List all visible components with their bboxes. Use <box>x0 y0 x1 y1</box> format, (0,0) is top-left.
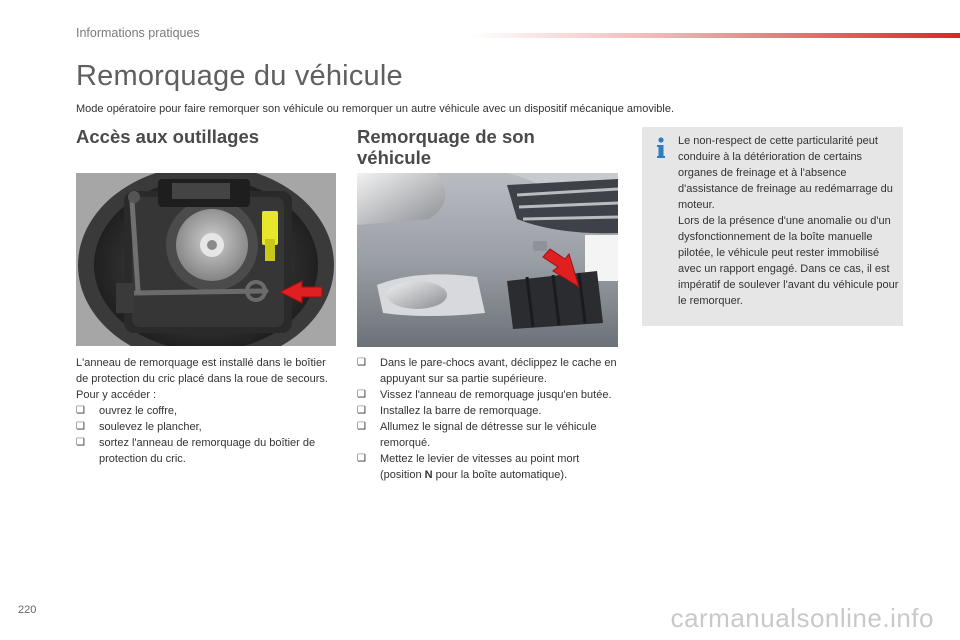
tool-access-paragraph: L'anneau de remorquage est installé dans le boîtier de protection du cric placé dans la roue de secours. <box>76 357 328 385</box>
watermark: carmanualsonline.info <box>670 603 934 633</box>
checkbox-bullet-icon: ❑ <box>357 453 366 464</box>
page-number: 220 <box>18 604 37 616</box>
spare-wheel-illustration <box>76 173 336 346</box>
info-text <box>678 133 900 309</box>
tool-access-steps <box>76 403 336 467</box>
heading-tool-access: Accès aux outillages <box>76 126 260 147</box>
towing-steps <box>357 355 619 483</box>
list-item: ❑ ouvrez le coffre, <box>76 405 178 417</box>
heading-towing-own-vehicle: Remorquage de son véhicule <box>357 126 535 168</box>
checkbox-bullet-icon: ❑ <box>357 389 366 400</box>
list-item: ❑ sortez l'anneau de remorquage du boîtier de protection du cric. <box>76 437 316 465</box>
list-item: ❑ Allumez le signal de détresse sur le véhicule remorqué. <box>357 421 597 449</box>
gear-position-n: N <box>424 469 433 481</box>
list-item: ❑ Installez la barre de remorquage. <box>357 405 542 417</box>
tool-access-text <box>76 355 336 467</box>
checkbox-bullet-icon: ❑ <box>357 405 366 416</box>
list-item: ❑ soulevez le plancher, <box>76 421 202 433</box>
checkbox-bullet-icon: ❑ <box>76 421 85 432</box>
section-header: Informations pratiques <box>76 26 200 40</box>
info-paragraph-2: Lors de la présence d'une anomalie ou d'un dysfonctionnement de la boîte manuelle pilotée, le véhicule peut rester immobilisé avec un rapport engagé. Dans ce cas, il est impératif de soulever l'avant du véhicule pour le remorquer. <box>678 215 899 307</box>
front-bumper-photo <box>357 173 618 347</box>
intro-text: Mode opératoire pour faire remorquer son véhicule ou remorquer un autre véhicule avec un dispositif mécanique amovible. <box>76 103 674 115</box>
front-bumper-illustration <box>357 173 618 347</box>
header-accent-rule <box>470 33 960 38</box>
list-item: ❑ Vissez l'anneau de remorquage jusqu'en butée. <box>357 389 612 401</box>
list-item: ❑ Mettez le levier de vitesses au point mort (position N pour la boîte automatique). <box>357 453 580 481</box>
tool-access-intro: Pour y accéder : <box>76 389 157 401</box>
checkbox-bullet-icon: ❑ <box>357 421 366 432</box>
towing-steps-text <box>357 355 619 483</box>
info-paragraph-1: Le non-respect de cette particularité peut conduire à la détérioration de certains organes de freinage et à l'absence d'assistance de freinage au redémarrage du moteur. <box>678 135 893 211</box>
info-box <box>642 127 903 326</box>
info-icon <box>656 137 666 159</box>
checkbox-bullet-icon: ❑ <box>357 357 366 368</box>
spare-wheel-tools-photo <box>76 173 336 346</box>
checkbox-bullet-icon: ❑ <box>76 437 85 448</box>
page-title: Remorquage du véhicule <box>76 60 403 92</box>
checkbox-bullet-icon: ❑ <box>76 405 85 416</box>
list-item: ❑ Dans le pare-chocs avant, déclippez le cache en appuyant sur sa partie supérieure. <box>357 357 617 385</box>
